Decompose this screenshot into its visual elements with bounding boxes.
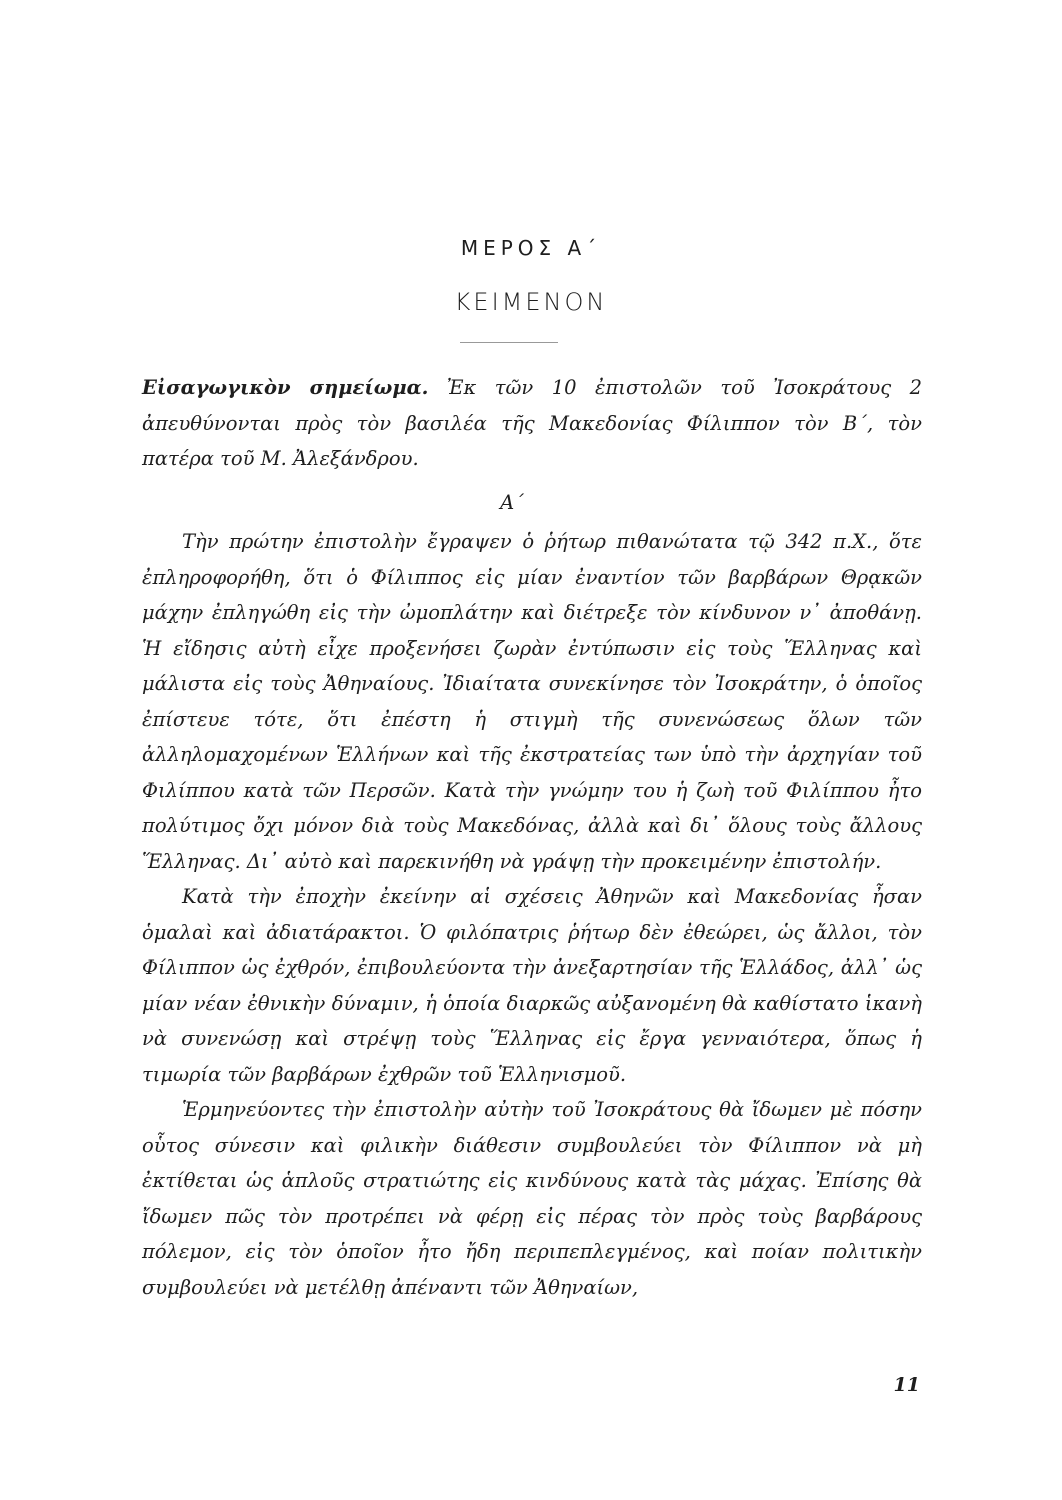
intro-label: Εἰσαγωγικὸν σημείωμα. [142, 376, 429, 399]
paragraph-1: Τὴν πρώτην ἐπιστολὴν ἔγραψεν ὁ ῥήτωρ πιθανώτατα τῷ 342 π.Χ., ὅτε ἐπληροφορήθη, ὅτι ὁ Φίλιππος εἰς μίαν ἐναντίον τῶν βαρβάρων Θρᾳκῶν μάχην ἐπληγώθη εἰς τὴν ὠμοπλάτην καὶ διέτρεξε τὸν κίνδυνον ν᾽ ἀποθάνῃ. Ἡ εἴδησις αὐτὴ εἶχε προξενήσει ζωρὰν ἐντύπωσιν εἰς τοὺς Ἕλληνας καὶ μάλιστα εἰς τοὺς Ἀθηναίους. Ἰδιαίτατα συνεκίνησε τὸν Ἰσοκράτην, ὁ ὁποῖος ἐπίστευε τότε, ὅτι ἐπέστη ἡ στιγμὴ τῆς συνενώσεως ὅλων τῶν ἀλληλομαχομένων Ἑλλήνων καὶ τῆς ἐκστρατείας των ὑπὸ τὴν ἀρχηγίαν τοῦ Φιλίππου κατὰ τῶν Περσῶν. Κατὰ τὴν γνώμην του ἡ ζωὴ τοῦ Φιλίππου ἦτο πολύτιμος ὄχι μόνον διὰ τοὺς Μακεδόνας, ἀλλὰ καὶ δι᾽ ὅλους τοὺς ἄλλους Ἕλληνας. Δι᾽ αὐτὸ καὶ παρεκινήθη νὰ γράψῃ τὴν προκειμένην ἐπιστολήν. [142, 530, 922, 873]
section-title: ΚΕΙΜΕΝΟΝ [454, 288, 608, 316]
title-divider [460, 342, 558, 343]
part-title: ΜΕΡΟΣ Α΄ [460, 236, 602, 260]
page-number: 11 [893, 1374, 920, 1396]
paragraph-2: Κατὰ τὴν ἐποχὴν ἐκείνην αἱ σχέσεις Ἀθηνῶν καὶ Μακεδονίας ἦσαν ὁμαλαὶ καὶ ἀδιατάρακτοι. Ὁ φιλόπατρις ῥήτωρ δὲν ἐθεώρει, ὡς ἄλλοι, τὸν Φίλιππον ὡς ἐχθρόν, ἐπιβουλεύοντα τὴν ἀνεξαρτησίαν τῆς Ἑλλάδος, ἀλλ᾽ ὡς μίαν νέαν ἐθνικὴν δύναμιν, ἡ ὁποία διαρκῶς αὐξανομένη θὰ καθίστατο ἱκανὴ νὰ συνενώσῃ καὶ στρέψῃ τοὺς Ἕλληνας εἰς ἔργα γενναιότερα, ὅπως ἡ τιμωρία τῶν βαρβάρων ἐχθρῶν τοῦ Ἑλληνισμοῦ. [142, 885, 922, 1086]
letter-heading: Α΄ [500, 490, 524, 514]
intro-paragraph [142, 370, 922, 477]
intro-text: Ἐκ τῶν 10 ἐπιστολῶν τοῦ Ἰσοκράτους 2 ἀπευθύνονται πρὸς τὸν βασιλέα τῆς Μακεδονίας Φίλιππον τὸν Β΄, τὸν πατέρα τοῦ Μ. Ἀλεξάνδρου. [142, 376, 922, 470]
paragraph-3: Ἑρμηνεύοντες τὴν ἐπιστολὴν αὐτὴν τοῦ Ἰσοκράτους θὰ ἴδωμεν μὲ πόσην οὗτος σύνεσιν καὶ φιλικὴν διάθεσιν συμβουλεύει τὸν Φίλιππον νὰ μὴ ἐκτίθεται ὡς ἁπλοῦς στρατιώτης εἰς κινδύνους κατὰ τὰς μάχας. Ἐπίσης θὰ ἴδωμεν πῶς τὸν προτρέπει νὰ φέρῃ εἰς πέρας τὸν πρὸς τοὺς βαρβάρους πόλεμον, εἰς τὸν ὁποῖον ἦτο ἤδη περιπεπλεγμένος, καὶ ποίαν πολιτικὴν συμβουλεύει νὰ μετέλθῃ ἀπέναντι τῶν Ἀθηναίων, [142, 1098, 922, 1299]
body-text [142, 370, 922, 1305]
